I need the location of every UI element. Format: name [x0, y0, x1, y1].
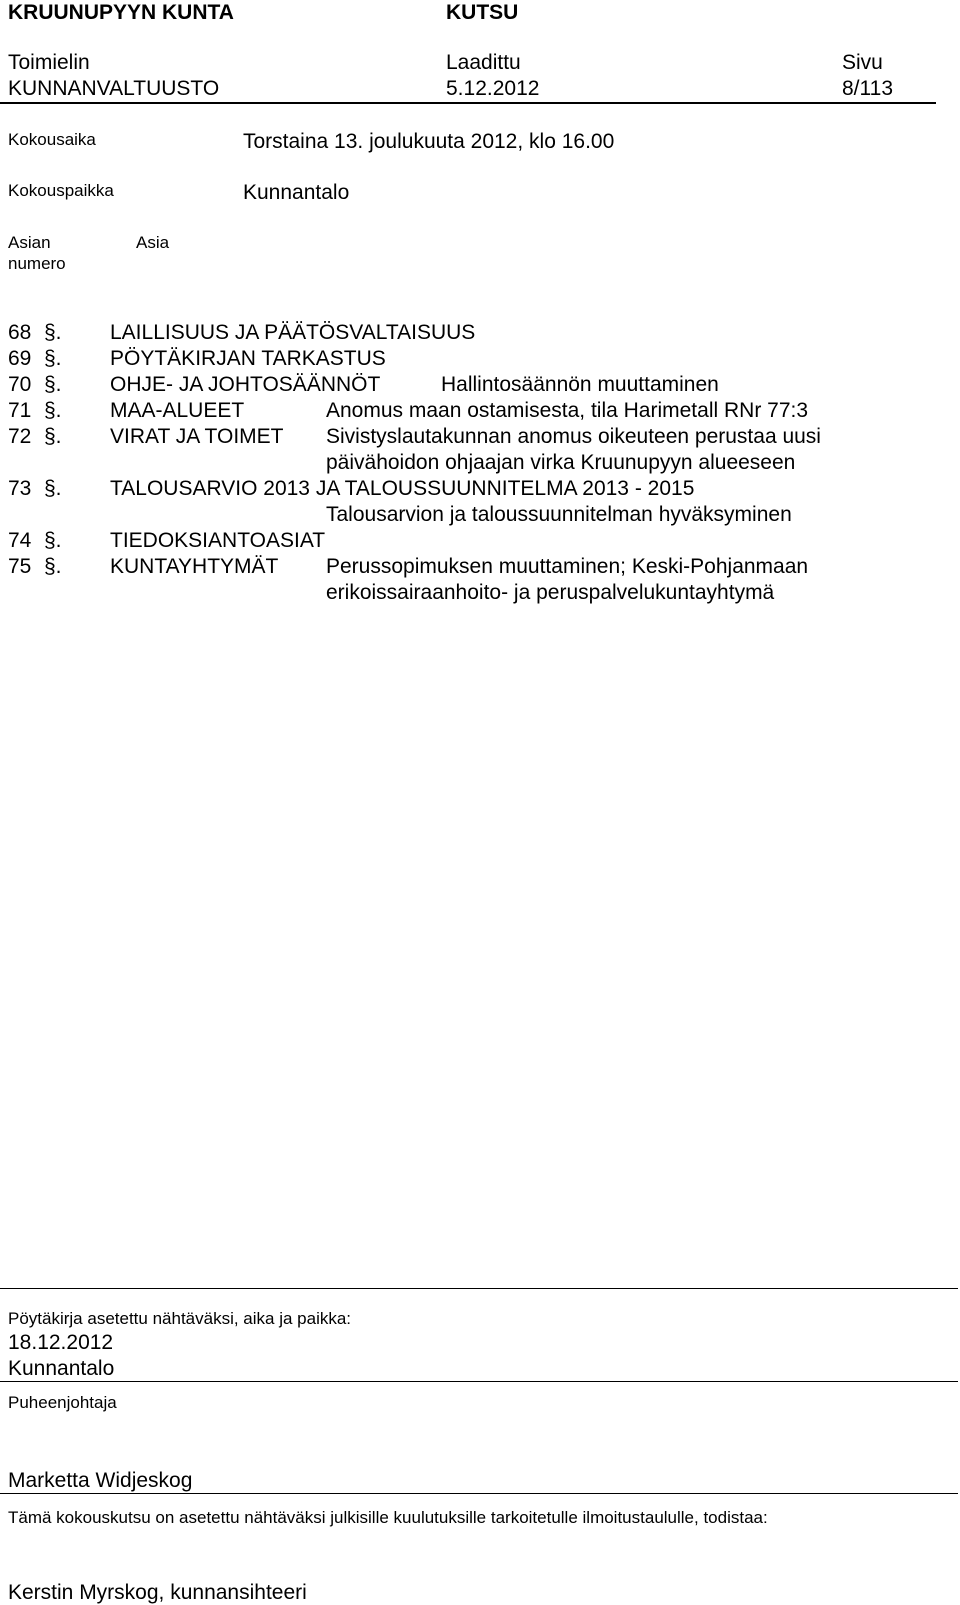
header-divider	[0, 102, 936, 104]
posted-date: 18.12.2012	[8, 1331, 114, 1354]
document-type: KUTSU	[446, 1, 519, 24]
footer-divider-notice	[0, 1493, 958, 1494]
paragraph-sign: §.	[44, 347, 62, 370]
body-label: Toimielin	[8, 51, 90, 74]
meeting-time-value: Torstaina 13. joulukuuta 2012, klo 16.00	[243, 130, 615, 153]
agenda-item-title: LAILLISUUS JA PÄÄTÖSVALTAISUUS	[110, 321, 476, 344]
case-number-label-line1: Asian	[8, 233, 51, 252]
agenda-item-title: VIRAT JA TOIMET	[110, 425, 284, 448]
paragraph-sign: §.	[44, 399, 62, 422]
agenda-item-description-cont: erikoissairaanhoito- ja peruspalvelukuntayhtymä	[326, 581, 775, 604]
agenda-item-number: 72	[8, 425, 32, 448]
paragraph-sign: §.	[44, 373, 62, 396]
agenda-item-title: PÖYTÄKIRJAN TARKASTUS	[110, 347, 386, 370]
paragraph-sign: §.	[44, 555, 62, 578]
meeting-place-value: Kunnantalo	[243, 181, 350, 204]
agenda-item-title: KUNTAYHTYMÄT	[110, 555, 279, 578]
agenda-item-number: 71	[8, 399, 32, 422]
agenda-item-number: 74	[8, 529, 32, 552]
agenda-item-description: Hallintosäännön muuttaminen	[441, 373, 719, 396]
chair-name: Marketta Widjeskog	[8, 1469, 193, 1492]
paragraph-sign: §.	[44, 425, 62, 448]
agenda-item-title: TIEDOKSIANTOASIAT	[110, 529, 326, 552]
paragraph-sign: §.	[44, 529, 62, 552]
agenda-item-number: 73	[8, 477, 32, 500]
agenda-item-description: Anomus maan ostamisesta, tila Harimetall RNr 77:3	[326, 399, 809, 422]
footer-divider-top	[0, 1288, 958, 1289]
agenda-item-description: Sivistyslautakunnan anomus oikeuteen perustaa uusi	[326, 425, 821, 448]
date-label: Laadittu	[446, 51, 521, 74]
agenda-item-description-cont: Talousarvion ja taloussuunnitelman hyväksyminen	[326, 503, 792, 526]
agenda-item-description-cont: päivähoidon ohjaajan virka Kruunupyyn alueeseen	[326, 451, 796, 474]
agenda-item-number: 70	[8, 373, 32, 396]
agenda-item-number: 75	[8, 555, 32, 578]
date-value: 5.12.2012	[446, 77, 540, 100]
case-number-label-line2: numero	[8, 254, 66, 273]
agenda-item-title: OHJE- JA JOHTOSÄÄNNÖT	[110, 373, 381, 396]
posted-place: Kunnantalo	[8, 1357, 115, 1380]
paragraph-sign: §.	[44, 321, 62, 344]
agenda-item-title: MAA-ALUEET	[110, 399, 245, 422]
notice-text: Tämä kokouskutsu on asetettu nähtäväksi julkisille kuulutuksille tarkoitetulle ilmoitustaululle, todistaa:	[8, 1508, 768, 1527]
posted-label: Pöytäkirja asetettu nähtäväksi, aika ja paikka:	[8, 1309, 352, 1328]
secretary-name: Kerstin Myrskog, kunnansihteeri	[8, 1581, 307, 1604]
agenda-item-number: 69	[8, 347, 32, 370]
organization-name: KRUUNUPYYN KUNTA	[8, 1, 234, 24]
agenda-item-number: 68	[8, 321, 32, 344]
footer-divider-chair	[0, 1381, 958, 1382]
subject-label: Asia	[136, 233, 170, 252]
page-label: Sivu	[842, 51, 883, 74]
meeting-time-label: Kokousaika	[8, 130, 96, 149]
meeting-place-label: Kokouspaikka	[8, 181, 114, 200]
agenda-item-description: Perussopimuksen muuttaminen; Keski-Pohjanmaan	[326, 555, 809, 578]
agenda-item-title: TALOUSARVIO 2013 JA TALOUSSUUNNITELMA 2013 - 2015	[110, 477, 695, 500]
paragraph-sign: §.	[44, 477, 62, 500]
page-number: 8/113	[842, 77, 893, 100]
body-value: KUNNANVALTUUSTO	[8, 77, 220, 100]
chair-label: Puheenjohtaja	[8, 1393, 117, 1412]
